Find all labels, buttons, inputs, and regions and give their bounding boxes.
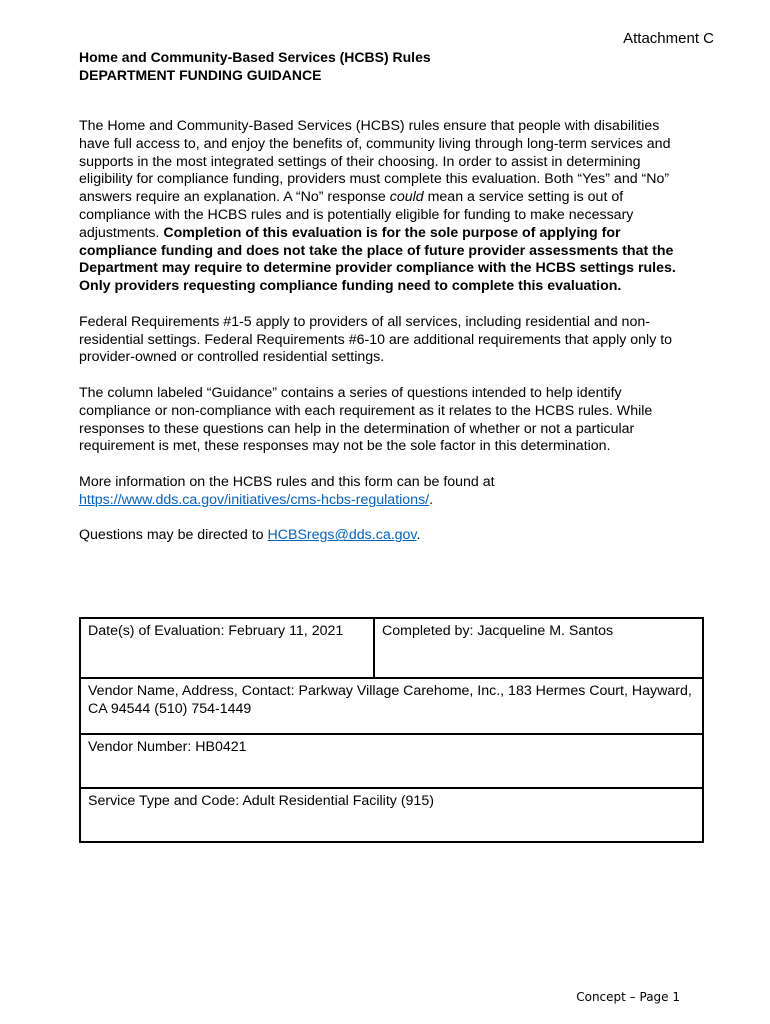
completed-by-cell: Completed by: Jacqueline M. Santos: [374, 618, 703, 678]
evaluation-info-table: [79, 617, 704, 843]
guidance-paragraph: The column labeled “Guidance” contains a series of questions intended to help identify compliance or non-compliance with each requirement as it relates to the HCBS rules. While responses to these questions can help in the determination of whether or not a particular requirement is met, these responses may not be the sole factor in this determination.: [79, 384, 653, 455]
intro-italic: could: [389, 189, 424, 206]
intro-text-b: mean a service setting is out of compliance with the HCBS rules and is potentially eligible for funding to make necessary adjustments.: [79, 189, 634, 241]
table-row: [80, 734, 703, 788]
attachment-label: Attachment C: [623, 30, 714, 47]
document-title: [79, 48, 431, 84]
evaluation-date-cell: Date(s) of Evaluation: February 11, 2021: [80, 618, 374, 678]
more-info-period: .: [429, 491, 434, 508]
hcbs-regulations-link[interactable]: https://www.dds.ca.gov/initiatives/cms-hcbs-regulations/: [79, 491, 430, 508]
intro-text-a: The Home and Community-Based Services (HCBS) rules ensure that people with disabilities have full access to, and enjoy the benefits of, community living through long-term services and supports in the most integrated settings of their choosing. In order to assist in determining eligibility for compliance funding, providers must complete this evaluation. Both “Yes” and “No” answers require an explanation. A “No” response: [79, 118, 671, 206]
title-line-2: DEPARTMENT FUNDING GUIDANCE: [79, 67, 322, 83]
federal-requirements-paragraph: Federal Requirements #1-5 apply to providers of all services, including residential and non-residential settings. Federal Requirements #6-10 are additional requirements that apply only to provider-owned or controlled residential settings.: [79, 313, 673, 366]
intro-paragraph: [79, 118, 694, 296]
questions-paragraph: [79, 527, 694, 545]
vendor-number-cell: Vendor Number: HB0421: [80, 734, 703, 788]
title-line-1: Home and Community-Based Services (HCBS) Rules: [79, 49, 431, 65]
more-info-paragraph: [79, 474, 694, 510]
service-type-cell: Service Type and Code: Adult Residential Facility (915): [80, 788, 703, 842]
table-row: [80, 618, 703, 678]
intro-bold-text: Completion of this evaluation is for the sole purpose of applying for compliance funding and does not take the place of future provider assessments that the Department may require to determine provider compliance with the HCBS settings rules. Only providers requesting compliance funding need to complete this evaluation.: [79, 224, 676, 295]
more-info-text: More information on the HCBS rules and this form can be found at: [79, 473, 495, 490]
questions-period: .: [416, 527, 421, 544]
table-row: [80, 788, 703, 842]
table-row: [80, 678, 703, 734]
email-link[interactable]: HCBSregs@dds.ca.gov: [267, 527, 417, 544]
questions-text: Questions may be directed to: [79, 527, 268, 544]
vendor-info-cell: Vendor Name, Address, Contact: Parkway Village Carehome, Inc., 183 Hermes Court, Hayward, CA 94544 (510) 754-1449: [80, 678, 703, 734]
document-body: [79, 118, 694, 563]
page-footer: Concept – Page 1: [576, 990, 680, 1004]
